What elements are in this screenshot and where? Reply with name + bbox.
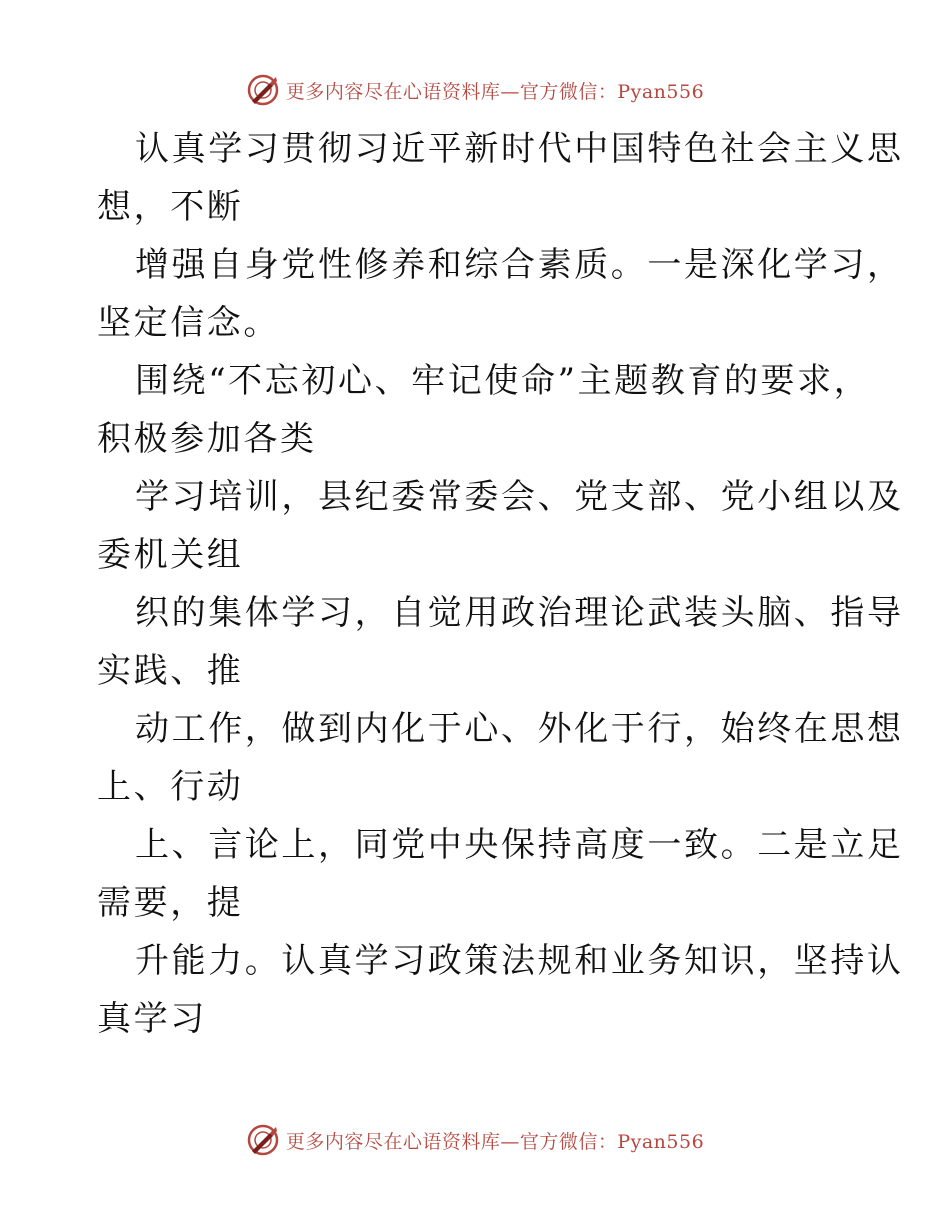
body-line: 学习培训，县纪委常委会、党支部、党小组以及 <box>135 477 904 517</box>
body-line: 委机关组 <box>97 535 244 575</box>
body-line: 认真学习贯彻习近平新时代中国特色社会主义思 <box>135 129 904 169</box>
body-line: 织的集体学习，自觉用政治理论武装头脑、指导 <box>135 593 904 633</box>
document-body <box>97 120 904 1048</box>
body-line: 想，不断 <box>97 187 244 227</box>
body-line: 上、行动 <box>97 767 244 807</box>
body-line: 坚定信念。 <box>97 303 280 343</box>
body-line: 增强自身党性修养和综合素质。一是深化学习， <box>135 245 904 285</box>
footer-banner-text: 更多内容尽在心语资料库—官方微信：Pyan556 <box>285 1130 705 1153</box>
header-banner <box>0 70 950 110</box>
body-line: 需要，提 <box>97 883 244 923</box>
body-line: 积极参加各类 <box>97 419 317 459</box>
header-banner-text: 更多内容尽在心语资料库—官方微信：Pyan556 <box>285 80 705 103</box>
pen-logo-icon <box>246 73 280 107</box>
body-line: 真学习 <box>97 999 207 1039</box>
body-line: 升能力。认真学习政策法规和业务知识，坚持认 <box>135 941 904 981</box>
body-line: 上、言论上，同党中央保持高度一致。二是立足 <box>135 825 904 865</box>
footer-banner <box>0 1120 950 1160</box>
body-line: 动工作，做到内化于心、外化于行，始终在思想 <box>135 709 904 749</box>
body-line: 实践、推 <box>97 651 244 691</box>
body-line: 围绕“不忘初心、牢记使命”主题教育的要求， <box>135 361 871 401</box>
pen-logo-icon <box>246 1123 280 1157</box>
